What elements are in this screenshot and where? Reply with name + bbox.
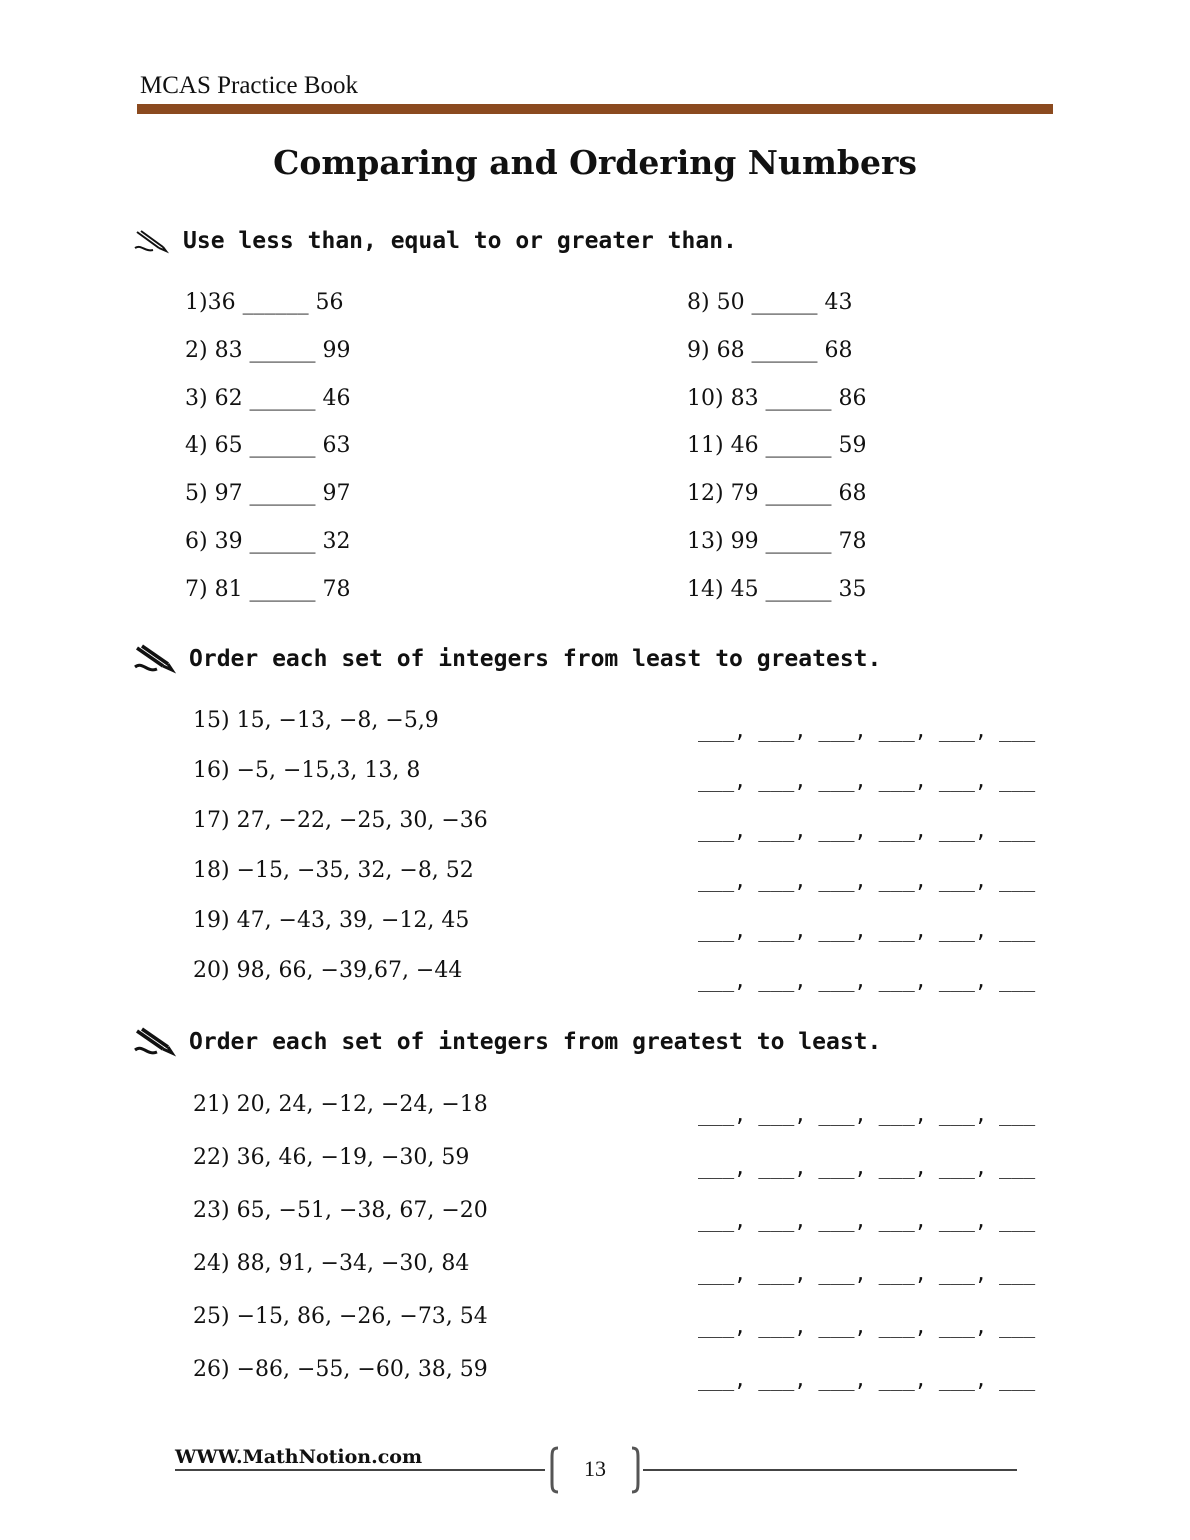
instruction-compare bbox=[133, 228, 737, 254]
compare-item: 8) 50 ______ 43 bbox=[687, 290, 853, 315]
pencil-icon bbox=[133, 228, 171, 254]
answer-blanks: ___, ___, ___, ___, ___, ___ bbox=[698, 1367, 1036, 1391]
answer-blanks: ___, ___, ___, ___, ___, ___ bbox=[698, 968, 1036, 992]
order-item: 23) 65, −51, −38, 67, −20 bbox=[193, 1198, 488, 1223]
compare-item: 2) 83 ______ 99 bbox=[185, 338, 351, 363]
page-title: Comparing and Ordering Numbers bbox=[273, 143, 917, 182]
answer-blanks: ___, ___, ___, ___, ___, ___ bbox=[698, 1155, 1036, 1179]
compare-item: 13) 99 ______ 78 bbox=[687, 529, 867, 554]
compare-item: 14) 45 ______ 35 bbox=[687, 577, 867, 602]
compare-item: 11) 46 ______ 59 bbox=[687, 433, 867, 458]
compare-item: 12) 79 ______ 68 bbox=[687, 481, 867, 506]
instruction-greatest-to-least bbox=[133, 1027, 881, 1057]
order-item: 20) 98, 66, −39,67, −44 bbox=[193, 958, 463, 983]
header-rule bbox=[137, 104, 1053, 114]
instruction-compare-text: Use less than, equal to or greater than. bbox=[183, 228, 737, 254]
order-item: 26) −86, −55, −60, 38, 59 bbox=[193, 1357, 488, 1382]
instruction-greatest-to-least-text: Order each set of integers from greatest to least. bbox=[189, 1029, 882, 1055]
answer-blanks: ___, ___, ___, ___, ___, ___ bbox=[698, 818, 1036, 842]
instruction-least-to-greatest bbox=[133, 644, 881, 674]
instruction-least-to-greatest-text: Order each set of integers from least to greatest. bbox=[189, 646, 882, 672]
answer-blanks: ___, ___, ___, ___, ___, ___ bbox=[698, 918, 1036, 942]
answer-blanks: ___, ___, ___, ___, ___, ___ bbox=[698, 1261, 1036, 1285]
answer-blanks: ___, ___, ___, ___, ___, ___ bbox=[698, 1208, 1036, 1232]
answer-blanks: ___, ___, ___, ___, ___, ___ bbox=[698, 868, 1036, 892]
compare-item: 3) 62 ______ 46 bbox=[185, 386, 351, 411]
footer-rule-right bbox=[643, 1469, 1017, 1471]
answer-blanks: ___, ___, ___, ___, ___, ___ bbox=[698, 718, 1036, 742]
compare-item: 5) 97 ______ 97 bbox=[185, 481, 351, 506]
compare-item: 4) 65 ______ 63 bbox=[185, 433, 351, 458]
compare-item: 6) 39 ______ 32 bbox=[185, 529, 351, 554]
order-item: 16) −5, −15,3, 13, 8 bbox=[193, 758, 421, 783]
answer-blanks: ___, ___, ___, ___, ___, ___ bbox=[698, 1314, 1036, 1338]
answer-blanks: ___, ___, ___, ___, ___, ___ bbox=[698, 1102, 1036, 1126]
header-title: MCAS Practice Book bbox=[140, 72, 359, 99]
compare-item: 9) 68 ______ 68 bbox=[687, 338, 853, 363]
order-item: 15) 15, −13, −8, −5,9 bbox=[193, 708, 439, 733]
order-item: 22) 36, 46, −19, −30, 59 bbox=[193, 1145, 470, 1170]
pencil-icon bbox=[133, 644, 177, 674]
order-item: 18) −15, −35, 32, −8, 52 bbox=[193, 858, 474, 883]
order-item: 21) 20, 24, −12, −24, −18 bbox=[193, 1092, 488, 1117]
footer-rule-left bbox=[175, 1469, 545, 1471]
answer-blanks: ___, ___, ___, ___, ___, ___ bbox=[698, 768, 1036, 792]
order-item: 17) 27, −22, −25, 30, −36 bbox=[193, 808, 488, 833]
compare-item: 1)36 ______ 56 bbox=[185, 290, 344, 315]
order-item: 24) 88, 91, −34, −30, 84 bbox=[193, 1251, 470, 1276]
compare-item: 7) 81 ______ 78 bbox=[185, 577, 351, 602]
compare-item: 10) 83 ______ 86 bbox=[687, 386, 867, 411]
page-number: 13 bbox=[584, 1456, 606, 1481]
footer-website: WWW.MathNotion.com bbox=[175, 1446, 423, 1468]
pencil-icon bbox=[133, 1027, 177, 1057]
order-item: 25) −15, 86, −26, −73, 54 bbox=[193, 1304, 488, 1329]
order-item: 19) 47, −43, 39, −12, 45 bbox=[193, 908, 470, 933]
